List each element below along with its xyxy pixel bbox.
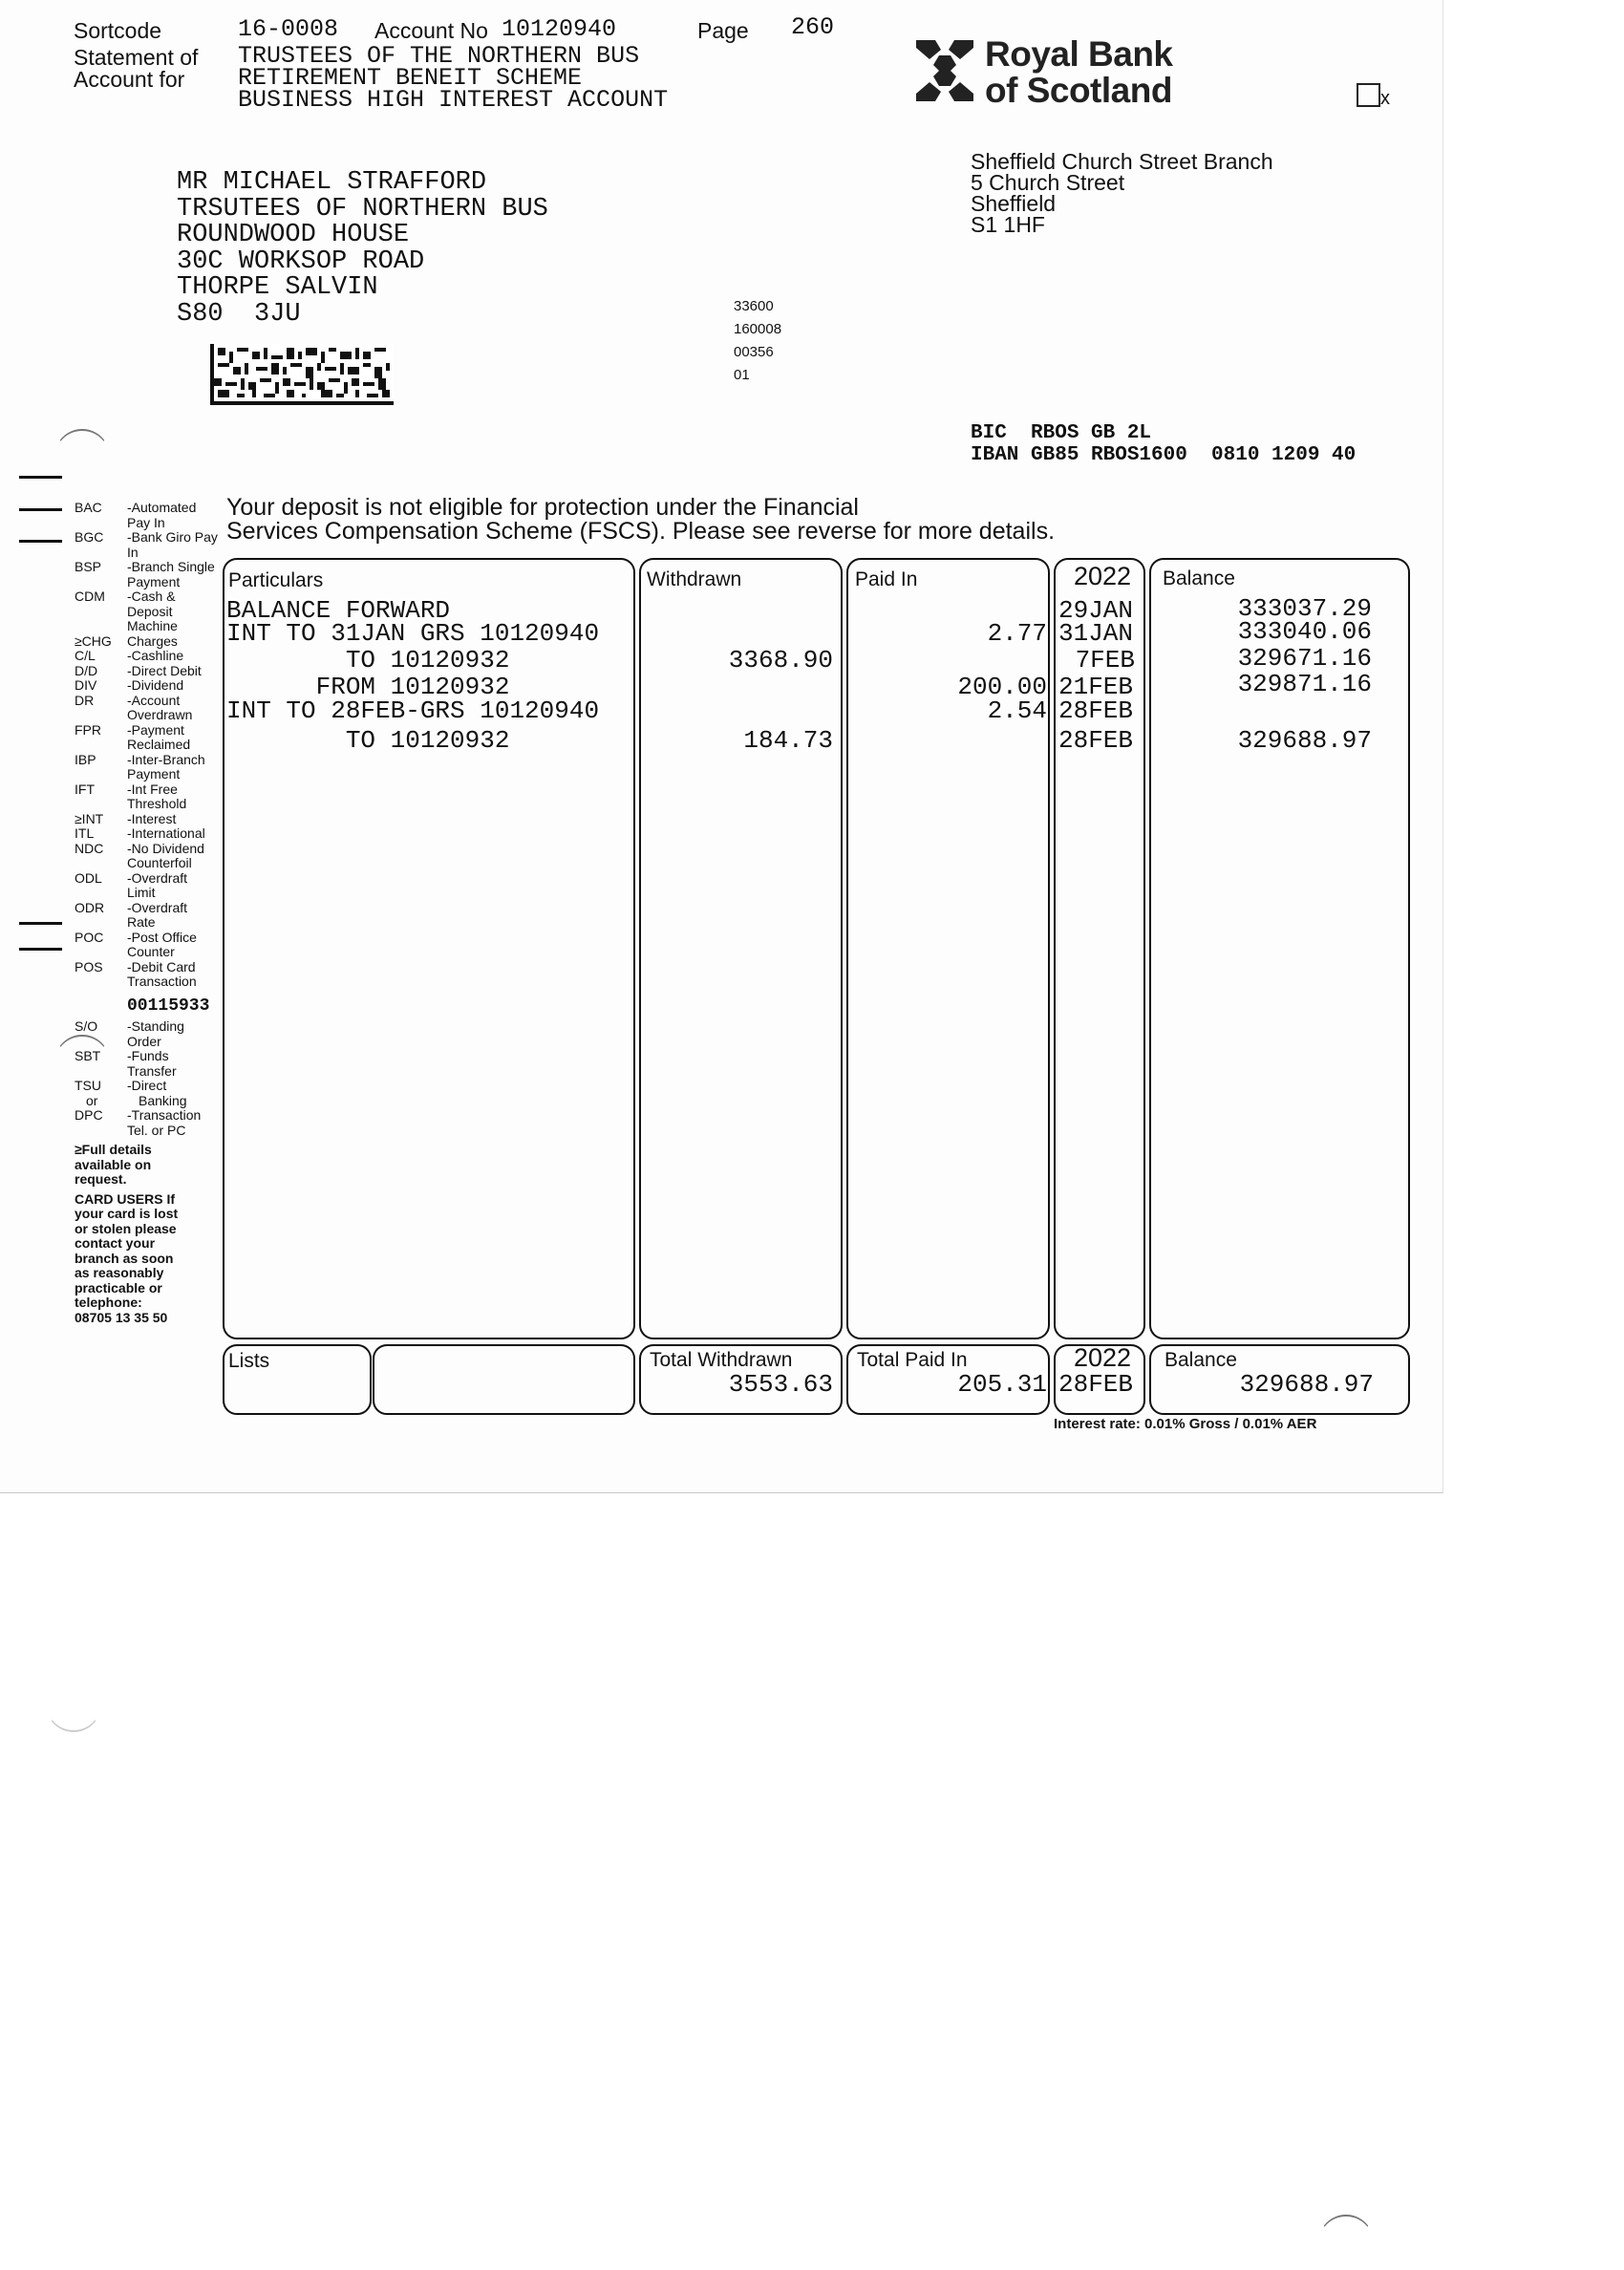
margin-tick <box>19 508 62 511</box>
lists-label: Lists <box>228 1350 270 1372</box>
interest-rate-note: Interest rate: 0.01% Gross / 0.01% AER <box>1054 1416 1317 1432</box>
routing-code: 01 <box>734 367 750 383</box>
row-date: 7FEB <box>1075 646 1135 675</box>
withdrawn-column <box>639 558 843 1339</box>
legend-item: CDM -Cash & Deposit Machine <box>75 589 178 633</box>
lists-blank-box <box>373 1344 635 1415</box>
legend-reference: 00115933 <box>127 996 210 1016</box>
account-name-line-2: RETIREMENT BENEIT SCHEME <box>238 64 583 92</box>
legend-item: TSU -Direct <box>75 1078 167 1093</box>
legend-item: DIV -Dividend <box>75 677 184 693</box>
sortcode-value: 16-0008 <box>238 15 339 43</box>
row-date: 28FEB <box>1058 696 1134 725</box>
fscs-line: Your deposit is not eligible for protection under the Financial <box>226 494 859 521</box>
legend-item: IBP -Inter-Branch Payment <box>75 751 205 782</box>
account-no-value: 10120940 <box>502 15 617 43</box>
legend-item: BAC -Automated Pay In <box>75 500 197 530</box>
margin-tick <box>19 540 62 543</box>
legend-note-full-details: ≥Full details available on request. <box>75 1142 152 1187</box>
row-particulars: INT TO 28FEB-GRS 10120940 <box>226 696 600 725</box>
legend-item: ODL -Overdraft Limit <box>75 869 188 900</box>
row-paid-in: 2.77 <box>987 619 1047 648</box>
address-line: MR MICHAEL STRAFFORD <box>177 168 487 197</box>
page-number: 260 <box>791 13 835 41</box>
legend-item: SBT -Funds Transfer <box>75 1048 177 1079</box>
sortcode-label: Sortcode <box>74 18 162 43</box>
legend-item: BSP -Branch Single Payment <box>75 559 215 589</box>
row-date: 31JAN <box>1058 619 1134 648</box>
address-line: THORPE SALVIN <box>177 273 378 302</box>
legend-note-card-users: CARD USERS If your card is lost or stolen please contact your branch as soon as reasonably practicable or telephone: 08705 13 35 50 <box>75 1190 179 1325</box>
legend-item: POS -Debit Card Transaction <box>75 958 197 989</box>
branch-line: S1 1HF <box>971 212 1045 237</box>
total-withdrawn-label: Total Withdrawn <box>650 1349 793 1371</box>
total-withdrawn-value: 3553.63 <box>728 1370 833 1399</box>
legend-item: C/L -Cashline <box>75 648 184 663</box>
legend-item: BGC -Bank Giro Pay In <box>75 529 218 560</box>
row-particulars: TO 10120932 <box>226 726 510 755</box>
margin-tick <box>19 476 62 479</box>
row-date: 21FEB <box>1058 673 1134 701</box>
account-name-line-1: TRUSTEES OF THE NORTHERN BUS <box>238 42 640 70</box>
row-paid-in: 200.00 <box>957 673 1047 701</box>
row-particulars: FROM 10120932 <box>226 673 510 701</box>
legend-item: or Banking <box>86 1092 187 1108</box>
final-balance-value: 329688.97 <box>1239 1370 1374 1399</box>
account-for-label: Account for <box>74 67 185 92</box>
total-date: 28FEB <box>1058 1370 1134 1399</box>
iban-line: IBAN GB85 RBOS1600 0810 1209 40 <box>971 444 1357 466</box>
fscs-notice <box>226 496 1055 544</box>
legend-item: ODR -Overdraft Rate <box>75 899 188 930</box>
punch-hole-mark <box>54 429 110 484</box>
bic-iban <box>971 422 1356 466</box>
row-particulars: TO 10120932 <box>226 646 510 675</box>
legend-item: ≥INT -Interest <box>75 810 177 826</box>
address-line: 30C WORKSOP ROAD <box>177 246 425 276</box>
row-particulars: BALANCE FORWARD <box>226 596 451 625</box>
branch-address <box>971 151 1273 235</box>
branch-line: Sheffield Church Street Branch <box>971 149 1273 174</box>
row-date: 28FEB <box>1058 726 1134 755</box>
account-name-line-3: BUSINESS HIGH INTEREST ACCOUNT <box>238 86 669 114</box>
paid-in-header: Paid In <box>855 568 918 590</box>
row-balance: 329871.16 <box>1237 670 1372 698</box>
total-paid-in-value: 205.31 <box>957 1370 1047 1399</box>
address-line: TRSUTEES OF NORTHERN BUS <box>177 194 548 224</box>
customer-address <box>177 170 548 328</box>
routing-code: 00356 <box>734 344 774 360</box>
total-year: 2022 <box>1074 1343 1132 1372</box>
legend-item: ITL -International <box>75 825 205 841</box>
address-line: S80 3JU <box>177 299 301 329</box>
address-line: ROUNDWOOD HOUSE <box>177 221 410 249</box>
scan-artifact <box>46 1677 101 1732</box>
branch-line: 5 Church Street <box>971 170 1125 195</box>
legend-item: S/O -Standing Order <box>75 1018 184 1049</box>
legend-item: D/D -Direct Debit <box>75 662 202 678</box>
legend-item: NDC -No Dividend Counterfoil <box>75 840 204 870</box>
row-paid-in: 2.54 <box>987 696 1047 725</box>
statement-of-label: Statement of <box>74 45 199 70</box>
statement-checkbox[interactable] <box>1357 83 1380 107</box>
legend-item: IFT -Int Free Threshold <box>75 781 187 811</box>
final-balance-label: Balance <box>1165 1349 1237 1371</box>
legend-item: ≥CHG Charges <box>75 632 178 649</box>
row-withdrawn: 3368.90 <box>728 646 833 675</box>
row-date: 29JAN <box>1058 596 1134 625</box>
legend-item: DR -Account Overdrawn <box>75 692 193 722</box>
bank-name-line-1: Royal Bank <box>985 34 1173 74</box>
row-particulars: INT TO 31JAN GRS 10120940 <box>226 619 600 648</box>
transaction-code-legend <box>75 501 218 1325</box>
checkbox-mark: x <box>1380 88 1390 109</box>
row-withdrawn: 184.73 <box>743 726 833 755</box>
routing-codes <box>734 295 781 387</box>
total-paid-in-label: Total Paid In <box>857 1349 968 1371</box>
row-balance: 333037.29 <box>1237 594 1372 623</box>
routing-code: 160008 <box>734 321 782 337</box>
margin-tick <box>19 922 62 925</box>
scan-artifact <box>1318 2215 1374 2270</box>
withdrawn-header: Withdrawn <box>647 568 742 590</box>
balance-header: Balance <box>1163 568 1235 589</box>
fscs-line: Services Compensation Scheme (FSCS). Please see reverse for more details. <box>226 518 1056 545</box>
legend-item: FPR -Payment Reclaimed <box>75 721 191 752</box>
row-balance: 329688.97 <box>1237 726 1372 755</box>
particulars-header: Particulars <box>228 569 324 591</box>
account-no-label: Account No <box>374 18 488 43</box>
routing-code: 33600 <box>734 298 774 314</box>
margin-tick <box>19 948 62 951</box>
row-balance: 333040.06 <box>1237 617 1372 646</box>
rbs-daisy-icon <box>912 36 977 105</box>
legend-item: DPC -Transaction Tel. or PC <box>75 1107 202 1138</box>
branch-line: Sheffield <box>971 191 1057 216</box>
page-label: Page <box>697 18 749 43</box>
row-balance: 329671.16 <box>1237 644 1372 673</box>
bank-name-line-2: of Scotland <box>985 71 1172 110</box>
bic-line: BIC RBOS GB 2L <box>971 422 1152 444</box>
legend-item: POC -Post Office Counter <box>75 929 197 959</box>
postal-barcode-icon <box>210 344 394 405</box>
year-header: 2022 <box>1074 562 1132 590</box>
